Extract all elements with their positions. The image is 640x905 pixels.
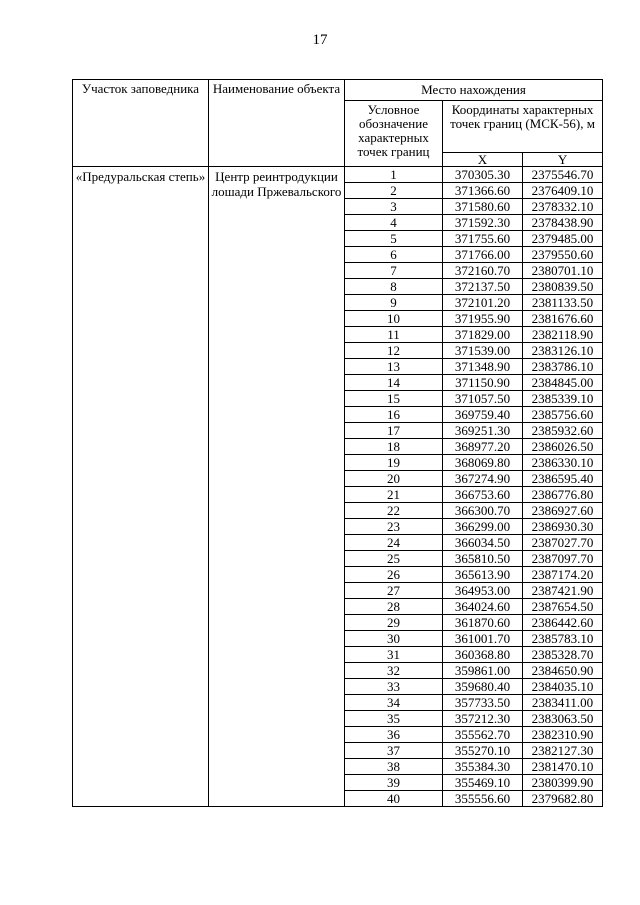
y-coordinate-cell: 2379682.80 bbox=[523, 791, 603, 807]
x-coordinate-cell: 366034.50 bbox=[443, 535, 523, 551]
x-coordinate-cell: 360368.80 bbox=[443, 647, 523, 663]
x-coordinate-cell: 355556.60 bbox=[443, 791, 523, 807]
point-number-cell: 12 bbox=[345, 343, 443, 359]
point-number-cell: 2 bbox=[345, 183, 443, 199]
point-number-cell: 32 bbox=[345, 663, 443, 679]
point-number-cell: 14 bbox=[345, 375, 443, 391]
point-number-cell: 6 bbox=[345, 247, 443, 263]
x-coordinate-cell: 355270.10 bbox=[443, 743, 523, 759]
y-coordinate-cell: 2383411.00 bbox=[523, 695, 603, 711]
point-number-cell: 22 bbox=[345, 503, 443, 519]
header-coordinates: Координаты характерных точек границ (МСК-56), м bbox=[443, 101, 603, 153]
point-number-cell: 21 bbox=[345, 487, 443, 503]
point-number-cell: 17 bbox=[345, 423, 443, 439]
x-coordinate-cell: 371955.90 bbox=[443, 311, 523, 327]
x-coordinate-cell: 357212.30 bbox=[443, 711, 523, 727]
point-number-cell: 3 bbox=[345, 199, 443, 215]
table-row bbox=[73, 167, 603, 183]
x-coordinate-cell: 370305.30 bbox=[443, 167, 523, 183]
point-number-cell: 28 bbox=[345, 599, 443, 615]
point-number-cell: 37 bbox=[345, 743, 443, 759]
point-number-cell: 8 bbox=[345, 279, 443, 295]
header-area: Участок заповедника bbox=[73, 80, 209, 167]
point-number-cell: 1 bbox=[345, 167, 443, 183]
x-coordinate-cell: 355384.30 bbox=[443, 759, 523, 775]
y-coordinate-cell: 2381676.60 bbox=[523, 311, 603, 327]
point-number-cell: 30 bbox=[345, 631, 443, 647]
y-coordinate-cell: 2381133.50 bbox=[523, 295, 603, 311]
point-number-cell: 23 bbox=[345, 519, 443, 535]
header-point-symbol: Условное обозначение характерных точек границ bbox=[345, 101, 443, 167]
x-coordinate-cell: 371348.90 bbox=[443, 359, 523, 375]
y-coordinate-cell: 2387174.20 bbox=[523, 567, 603, 583]
x-coordinate-cell: 361870.60 bbox=[443, 615, 523, 631]
point-number-cell: 35 bbox=[345, 711, 443, 727]
header-x: X bbox=[443, 153, 523, 167]
y-coordinate-cell: 2386776.80 bbox=[523, 487, 603, 503]
x-coordinate-cell: 371766.00 bbox=[443, 247, 523, 263]
point-number-cell: 38 bbox=[345, 759, 443, 775]
y-coordinate-cell: 2382118.90 bbox=[523, 327, 603, 343]
point-number-cell: 19 bbox=[345, 455, 443, 471]
y-coordinate-cell: 2383126.10 bbox=[523, 343, 603, 359]
y-coordinate-cell: 2384650.90 bbox=[523, 663, 603, 679]
point-number-cell: 34 bbox=[345, 695, 443, 711]
point-number-cell: 16 bbox=[345, 407, 443, 423]
y-coordinate-cell: 2379485.00 bbox=[523, 231, 603, 247]
x-coordinate-cell: 368977.20 bbox=[443, 439, 523, 455]
y-coordinate-cell: 2385783.10 bbox=[523, 631, 603, 647]
point-number-cell: 33 bbox=[345, 679, 443, 695]
y-coordinate-cell: 2382310.90 bbox=[523, 727, 603, 743]
y-coordinate-cell: 2383063.50 bbox=[523, 711, 603, 727]
y-coordinate-cell: 2387097.70 bbox=[523, 551, 603, 567]
x-coordinate-cell: 371150.90 bbox=[443, 375, 523, 391]
x-coordinate-cell: 366300.70 bbox=[443, 503, 523, 519]
point-number-cell: 7 bbox=[345, 263, 443, 279]
y-coordinate-cell: 2386330.10 bbox=[523, 455, 603, 471]
x-coordinate-cell: 364953.00 bbox=[443, 583, 523, 599]
y-coordinate-cell: 2380839.50 bbox=[523, 279, 603, 295]
y-coordinate-cell: 2385932.60 bbox=[523, 423, 603, 439]
point-number-cell: 4 bbox=[345, 215, 443, 231]
x-coordinate-cell: 371057.50 bbox=[443, 391, 523, 407]
y-coordinate-cell: 2386026.50 bbox=[523, 439, 603, 455]
x-coordinate-cell: 371755.60 bbox=[443, 231, 523, 247]
object-name-cell: Центр реинтродукции лошади Пржевальского bbox=[209, 167, 345, 807]
x-coordinate-cell: 359861.00 bbox=[443, 663, 523, 679]
x-coordinate-cell: 371829.00 bbox=[443, 327, 523, 343]
y-coordinate-cell: 2387421.90 bbox=[523, 583, 603, 599]
coordinates-table bbox=[72, 79, 603, 807]
point-number-cell: 20 bbox=[345, 471, 443, 487]
x-coordinate-cell: 368069.80 bbox=[443, 455, 523, 471]
y-coordinate-cell: 2386442.60 bbox=[523, 615, 603, 631]
y-coordinate-cell: 2384035.10 bbox=[523, 679, 603, 695]
point-number-cell: 29 bbox=[345, 615, 443, 631]
x-coordinate-cell: 366753.60 bbox=[443, 487, 523, 503]
point-number-cell: 13 bbox=[345, 359, 443, 375]
x-coordinate-cell: 372160.70 bbox=[443, 263, 523, 279]
point-number-cell: 39 bbox=[345, 775, 443, 791]
point-number-cell: 40 bbox=[345, 791, 443, 807]
x-coordinate-cell: 371366.60 bbox=[443, 183, 523, 199]
x-coordinate-cell: 366299.00 bbox=[443, 519, 523, 535]
y-coordinate-cell: 2385756.60 bbox=[523, 407, 603, 423]
y-coordinate-cell: 2387654.50 bbox=[523, 599, 603, 615]
x-coordinate-cell: 372101.20 bbox=[443, 295, 523, 311]
y-coordinate-cell: 2380701.10 bbox=[523, 263, 603, 279]
point-number-cell: 15 bbox=[345, 391, 443, 407]
x-coordinate-cell: 371592.30 bbox=[443, 215, 523, 231]
y-coordinate-cell: 2385339.10 bbox=[523, 391, 603, 407]
y-coordinate-cell: 2383786.10 bbox=[523, 359, 603, 375]
x-coordinate-cell: 365613.90 bbox=[443, 567, 523, 583]
header-object: Наименование объекта bbox=[209, 80, 345, 167]
y-coordinate-cell: 2376409.10 bbox=[523, 183, 603, 199]
x-coordinate-cell: 371580.60 bbox=[443, 199, 523, 215]
y-coordinate-cell: 2386930.30 bbox=[523, 519, 603, 535]
point-number-cell: 18 bbox=[345, 439, 443, 455]
point-number-cell: 9 bbox=[345, 295, 443, 311]
x-coordinate-cell: 361001.70 bbox=[443, 631, 523, 647]
y-coordinate-cell: 2378438.90 bbox=[523, 215, 603, 231]
point-number-cell: 27 bbox=[345, 583, 443, 599]
x-coordinate-cell: 369251.30 bbox=[443, 423, 523, 439]
y-coordinate-cell: 2382127.30 bbox=[523, 743, 603, 759]
point-number-cell: 25 bbox=[345, 551, 443, 567]
x-coordinate-cell: 355469.10 bbox=[443, 775, 523, 791]
y-coordinate-cell: 2387027.70 bbox=[523, 535, 603, 551]
x-coordinate-cell: 355562.70 bbox=[443, 727, 523, 743]
y-coordinate-cell: 2379550.60 bbox=[523, 247, 603, 263]
point-number-cell: 11 bbox=[345, 327, 443, 343]
point-number-cell: 10 bbox=[345, 311, 443, 327]
point-number-cell: 24 bbox=[345, 535, 443, 551]
point-number-cell: 26 bbox=[345, 567, 443, 583]
y-coordinate-cell: 2386595.40 bbox=[523, 471, 603, 487]
y-coordinate-cell: 2384845.00 bbox=[523, 375, 603, 391]
area-name-cell: «Предуральская степь» bbox=[73, 167, 209, 807]
y-coordinate-cell: 2385328.70 bbox=[523, 647, 603, 663]
x-coordinate-cell: 364024.60 bbox=[443, 599, 523, 615]
point-number-cell: 5 bbox=[345, 231, 443, 247]
y-coordinate-cell: 2378332.10 bbox=[523, 199, 603, 215]
y-coordinate-cell: 2375546.70 bbox=[523, 167, 603, 183]
header-location: Место нахождения bbox=[345, 80, 603, 101]
x-coordinate-cell: 359680.40 bbox=[443, 679, 523, 695]
x-coordinate-cell: 367274.90 bbox=[443, 471, 523, 487]
x-coordinate-cell: 369759.40 bbox=[443, 407, 523, 423]
point-number-cell: 36 bbox=[345, 727, 443, 743]
y-coordinate-cell: 2386927.60 bbox=[523, 503, 603, 519]
x-coordinate-cell: 365810.50 bbox=[443, 551, 523, 567]
header-y: Y bbox=[523, 153, 603, 167]
x-coordinate-cell: 357733.50 bbox=[443, 695, 523, 711]
x-coordinate-cell: 372137.50 bbox=[443, 279, 523, 295]
point-number-cell: 31 bbox=[345, 647, 443, 663]
page-number: 17 bbox=[312, 32, 328, 48]
x-coordinate-cell: 371539.00 bbox=[443, 343, 523, 359]
y-coordinate-cell: 2380399.90 bbox=[523, 775, 603, 791]
y-coordinate-cell: 2381470.10 bbox=[523, 759, 603, 775]
